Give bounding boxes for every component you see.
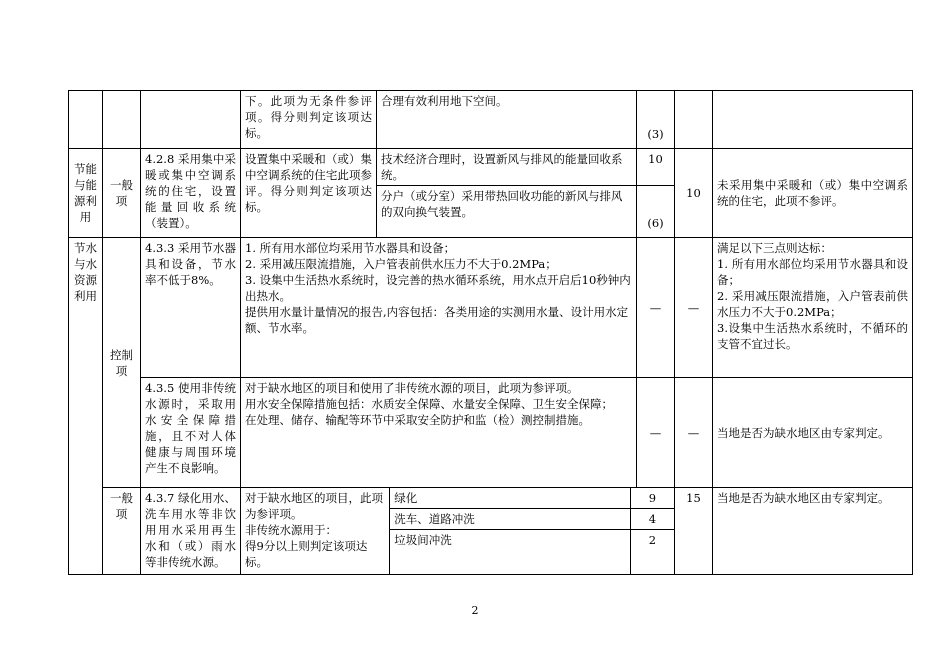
criteria-4-2-8-1: 技术经济合理时，设置新风与排风的能量回收系统。 bbox=[377, 149, 637, 186]
requirement-4-3-7 bbox=[241, 488, 390, 574]
clause-4-3-7: 4.3.7 绿化用水、洗车用水等非饮用用水采用再生水和（或）雨水等非传统水源。 bbox=[141, 488, 241, 575]
content-4-3-7 bbox=[241, 488, 675, 575]
line-4-3-5-2: 用水安全保障措施包括：水质安全保障、水量安全保障、卫生安全保障； bbox=[245, 397, 613, 411]
content-4-3-3 bbox=[241, 238, 637, 378]
category-energy: 节能与能源利用 bbox=[69, 149, 103, 238]
score-4-3-3: — bbox=[637, 238, 675, 378]
table-row-4-2-8-a bbox=[69, 149, 913, 186]
note-4-3-5: 当地是否为缺水地区由专家判定。 bbox=[713, 378, 913, 488]
note-4-3-7: 当地是否为缺水地区由专家判定。 bbox=[713, 488, 913, 575]
item-label-2: 洗车、道路冲洗 bbox=[390, 509, 631, 530]
item-score-3: 2 bbox=[630, 530, 674, 574]
level-general: 一般项 bbox=[103, 149, 141, 238]
level-cell bbox=[103, 91, 141, 149]
note-4-3-3 bbox=[713, 238, 913, 378]
level-control: 控制项 bbox=[103, 238, 141, 488]
sub-table-4-3-7 bbox=[241, 488, 674, 574]
line-4-3-3-3: 3. 设集中生活热水系统时，设完善的热水循环系统，用水点开启后10秒钟内出热水。 bbox=[245, 273, 631, 303]
note-4-2-8: 未采用集中采暖和（或）集中空调系统的住宅，此项不参评。 bbox=[713, 149, 913, 238]
line-4-3-3-4: 提供用水量计量情况的报告,内容包括：各类用途的实测用水量、设计用水定额、节水率。 bbox=[245, 305, 629, 335]
line-4-3-3-1: 1. 所有用水部位均采用节水器具和设备； bbox=[245, 241, 456, 255]
sub-row-1 bbox=[241, 488, 674, 509]
item-score-1: 9 bbox=[630, 488, 674, 509]
clause-4-3-3: 4.3.3 采用节水器具和设备，节水率不低于8%。 bbox=[141, 238, 241, 378]
score-cell: (3) bbox=[637, 91, 675, 149]
page-number: 2 bbox=[471, 604, 479, 617]
clause-cell bbox=[141, 91, 241, 149]
table-row-4-3-7 bbox=[69, 488, 913, 575]
line-4-3-5-1: 对于缺水地区的项目和使用了非传统水源的项目，此项为参评项。 bbox=[245, 381, 579, 395]
table-row-continuation bbox=[69, 91, 913, 149]
total-4-3-5: — bbox=[675, 378, 713, 488]
item-score-2: 4 bbox=[630, 509, 674, 530]
clause-4-2-8: 4.2.8 采用集中采暖或集中空调系统的住宅，设置能量回收系统（装置）。 bbox=[141, 149, 241, 238]
note-line-1: 满足以下三点则达标： bbox=[717, 241, 832, 255]
main-table bbox=[68, 90, 913, 575]
level-general-water: 一般项 bbox=[103, 488, 141, 575]
total-4-3-7: 15 bbox=[675, 488, 713, 575]
table-row-4-3-5 bbox=[69, 378, 913, 488]
score-4-2-8-1: 10 bbox=[637, 149, 675, 186]
table-row-4-3-3 bbox=[69, 238, 913, 378]
note-line-4: 3.设集中生活热水系统时，不循环的支管不宜过长。 bbox=[717, 321, 908, 351]
score-4-3-5: — bbox=[637, 378, 675, 488]
item-label-1: 绿化 bbox=[390, 488, 631, 509]
category-cell bbox=[69, 91, 103, 149]
note-cell bbox=[713, 91, 913, 149]
req-line-3: 得9分以上则判定该项达标。 bbox=[245, 539, 368, 569]
total-4-3-3: — bbox=[675, 238, 713, 378]
criteria-4-2-8-2: 分户（或分室）采用带热回收功能的新风与排风的双向换气装置。 bbox=[377, 186, 637, 238]
score-4-2-8-2: (6) bbox=[637, 186, 675, 238]
criteria-cell: 合理有效利用地下空间。 bbox=[377, 91, 637, 149]
requirement-cell: 下。此项为无条件参评项。得分则判定该项达标。 bbox=[241, 91, 377, 149]
note-line-2: 1. 所有用水部位均采用节水器具和设备； bbox=[717, 257, 908, 287]
item-label-3: 垃圾间冲洗 bbox=[390, 530, 631, 574]
line-4-3-5-3: 在处理、储存、输配等环节中采取安全防护和监（检）测控制措施。 bbox=[245, 413, 590, 427]
category-water: 节水与水资源利用 bbox=[69, 238, 103, 575]
content-4-3-5 bbox=[241, 378, 637, 488]
req-line-2: 非传统水源用于： bbox=[245, 523, 337, 537]
req-line-1: 对于缺水地区的项目，此项为参评项。 bbox=[245, 491, 383, 521]
line-4-3-3-2: 2. 采用减压限流措施，入户管表前供水压力不大于0.2MPa； bbox=[245, 257, 557, 271]
clause-4-3-5: 4.3.5 使用非传统水源时，采取用水安全保障措施，且不对人体健康与周围环境产生不良影响。 bbox=[141, 378, 241, 488]
total-cell bbox=[675, 91, 713, 149]
total-4-2-8: 10 bbox=[675, 149, 713, 238]
note-line-3: 2. 采用减压限流措施，入户管表前供水压力不大于0.2MPa； bbox=[717, 289, 908, 319]
requirement-4-2-8: 设置集中采暖和（或）集中空调系统的住宅此项参评。得分则判定该项达标。 bbox=[241, 149, 377, 238]
